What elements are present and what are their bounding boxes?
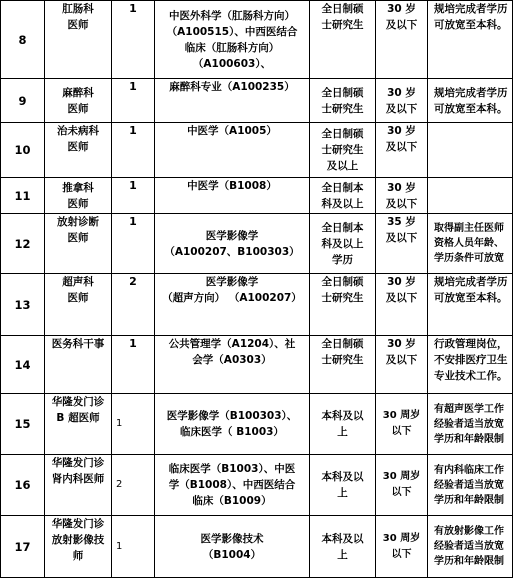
row-number: 12 xyxy=(1,214,45,274)
hire-count: 1 xyxy=(112,336,155,394)
major-requirement: 麻醉科专业（A100235） xyxy=(155,79,310,123)
major-requirement: 医学影像技术 （B1004） xyxy=(155,516,310,578)
position-name: 超声科 医师 xyxy=(45,274,112,336)
position-name: 推拿科 医师 xyxy=(45,178,112,214)
remarks: 规培完成者学历 可放宽至本科。 xyxy=(428,274,513,336)
hire-count: 1 xyxy=(112,123,155,178)
major-requirement: 医学影像学 （超声方向） （A100207） xyxy=(155,274,310,336)
age-requirement: 30 岁 及以下 xyxy=(376,1,428,79)
row-number: 9 xyxy=(1,79,45,123)
row-number: 16 xyxy=(1,455,45,516)
education-requirement: 全日制本 科及以上 xyxy=(310,178,376,214)
row-number: 13 xyxy=(1,274,45,336)
hire-count: 1 xyxy=(112,394,155,455)
remarks: 规培完成者学历 可放宽至本科。 xyxy=(428,79,513,123)
major-requirement: 临床医学（B1003）、中医 学（B1008）、中西医结合 临床（B1009） xyxy=(155,455,310,516)
hire-count: 2 xyxy=(112,274,155,336)
hire-count: 1 xyxy=(112,214,155,274)
age-requirement: 30 岁 及以下 xyxy=(376,336,428,394)
row-number: 15 xyxy=(1,394,45,455)
position-name: 华隆发门诊 肾内科医师 xyxy=(45,455,112,516)
education-requirement: 全日制硕 士研究生 xyxy=(310,336,376,394)
row-number: 14 xyxy=(1,336,45,394)
position-name: 麻醉科 医师 xyxy=(45,79,112,123)
remarks: 取得副主任医师 资格人员年龄、 学历条件可放宽 xyxy=(428,214,513,274)
education-requirement: 本科及以 上 xyxy=(310,516,376,578)
age-requirement: 30 周岁 以下 xyxy=(376,455,428,516)
education-requirement: 全日制本 科及以上 学历 xyxy=(310,214,376,274)
remarks: 规培完成者学历 可放宽至本科。 xyxy=(428,1,513,79)
major-requirement: 中医外科学（肛肠科方向） （A100515）、中西医结合 临床（肛肠科方向） （A100603）、 xyxy=(155,1,310,79)
remarks xyxy=(428,123,513,178)
table-row xyxy=(1,79,513,123)
major-requirement: 医学影像学 （A100207、B100303） xyxy=(155,214,310,274)
hire-count: 1 xyxy=(112,178,155,214)
table-row xyxy=(1,455,513,516)
major-requirement: 中医学（A1005） xyxy=(155,123,310,178)
table-row xyxy=(1,123,513,178)
education-requirement: 本科及以 上 xyxy=(310,394,376,455)
position-name: 医务科干事 xyxy=(45,336,112,394)
major-requirement: 医学影像学（B100303）、 临床医学（ B1003） xyxy=(155,394,310,455)
age-requirement: 30 岁 及以下 xyxy=(376,178,428,214)
row-number: 8 xyxy=(1,1,45,79)
remarks: 有放射影像工作 经验者适当放宽 学历和年龄限制 xyxy=(428,516,513,578)
education-requirement: 本科及以 上 xyxy=(310,455,376,516)
position-name: 治未病科 医师 xyxy=(45,123,112,178)
table-row xyxy=(1,516,513,578)
hire-count: 1 xyxy=(112,516,155,578)
hire-count: 2 xyxy=(112,455,155,516)
education-requirement: 全日制硕 士研究生 xyxy=(310,1,376,79)
row-number: 11 xyxy=(1,178,45,214)
position-name: 华隆发门诊 放射影像技 师 xyxy=(45,516,112,578)
age-requirement: 30 周岁 以下 xyxy=(376,516,428,578)
table-row xyxy=(1,1,513,79)
table-row xyxy=(1,336,513,394)
age-requirement: 30 岁 及以下 xyxy=(376,123,428,178)
remarks xyxy=(428,178,513,214)
hire-count: 1 xyxy=(112,79,155,123)
age-requirement: 30 周岁 以下 xyxy=(376,394,428,455)
row-number: 10 xyxy=(1,123,45,178)
hire-count: 1 xyxy=(112,1,155,79)
education-requirement: 全日制硕 士研究生 xyxy=(310,274,376,336)
table-row xyxy=(1,178,513,214)
education-requirement: 全日制硕 士研究生 及以上 xyxy=(310,123,376,178)
position-name: 放射诊断 医师 xyxy=(45,214,112,274)
age-requirement: 30 岁 及以下 xyxy=(376,274,428,336)
remarks: 有内科临床工作 经验者适当放宽 学历和年龄限制 xyxy=(428,455,513,516)
table-row xyxy=(1,214,513,274)
table-row xyxy=(1,274,513,336)
major-requirement: 公共管理学（A1204）、社 会学（A0303） xyxy=(155,336,310,394)
position-name: 华隆发门诊 B 超医师 xyxy=(45,394,112,455)
position-name: 肛肠科 医师 xyxy=(45,1,112,79)
education-requirement: 全日制硕 士研究生 xyxy=(310,79,376,123)
table-row xyxy=(1,394,513,455)
age-requirement: 30 岁 及以下 xyxy=(376,79,428,123)
age-requirement: 35 岁 及以下 xyxy=(376,214,428,274)
remarks: 行政管理岗位， 不安排医疗卫生 专业技术工作。 xyxy=(428,336,513,394)
row-number: 17 xyxy=(1,516,45,578)
major-requirement: 中医学（B1008） xyxy=(155,178,310,214)
remarks: 有超声医学工作 经验者适当放宽 学历和年龄限制 xyxy=(428,394,513,455)
